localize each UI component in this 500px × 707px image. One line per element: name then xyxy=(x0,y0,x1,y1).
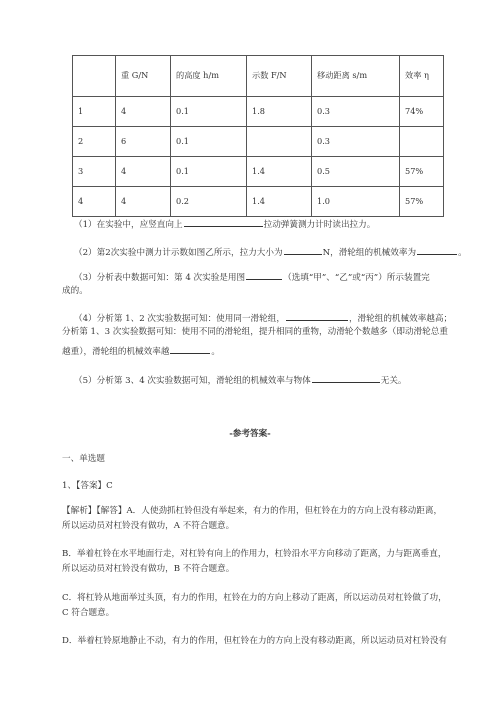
table-cell: 57% xyxy=(400,157,444,187)
table-cell: 3 xyxy=(73,157,116,187)
question-3-text-end: 成的。 xyxy=(62,286,88,296)
explanation-d-line-1: D．举着杠铃原地静止不动，有力的作用，但杠铃在力的方向上没有移动距离，所以运动员对杠铃没有 xyxy=(62,636,448,646)
question-4-text-mid: ，滑轮组的机械效率越高； xyxy=(348,314,453,324)
explanation-b-line-1: B．举着杠铃在水平地面行走，对杠铃有向上的作用力，杠铃沿水平方向移动了距离，力与距离垂直， xyxy=(62,549,447,559)
explanation-a-line-2: 所以运动员对杠铃没有做功，A 不符合题意。 xyxy=(62,521,235,531)
answer-blank[interactable] xyxy=(286,311,348,321)
question-1-text-end: 拉动弹簧测力计时读出拉力。 xyxy=(263,220,376,230)
table-cell: 1.8 xyxy=(247,97,312,127)
table-cell: 0.5 xyxy=(312,157,400,187)
table-cell: 0.2 xyxy=(171,187,247,217)
answer-blank[interactable] xyxy=(284,245,322,255)
question-2-text-end: 。 xyxy=(458,248,467,258)
table-cell: 0.1 xyxy=(171,97,247,127)
question-5-text-end: 无关。 xyxy=(380,376,407,386)
table-row xyxy=(73,157,444,187)
table-cell xyxy=(400,127,444,157)
table-cell xyxy=(247,127,312,157)
answer-item-1: 1、【答案】C xyxy=(62,481,113,491)
question-4-text-end: 。 xyxy=(211,347,221,357)
table-cell: 0.1 xyxy=(171,127,247,157)
question-4-text-line-3: 越重），滑轮组的机械效率越 xyxy=(62,347,170,357)
header-cell: 重 G/N xyxy=(116,56,171,97)
table-cell: 1.4 xyxy=(247,157,312,187)
question-2 xyxy=(74,245,476,258)
explanation-a-line-1: 【解析】【解答】A．人使劲抓杠铃但没有举起来，有力的作用，但杠铃在力的方向上没有移动距离， xyxy=(62,506,443,516)
answer-blank[interactable] xyxy=(417,245,457,255)
question-2-text-mid: N，滑轮组的机械效率为 xyxy=(322,248,417,258)
table-cell: 6 xyxy=(116,127,171,157)
explanation-c-line-1: C．将杠铃从地面举过头顶，有力的作用，杠铃在力的方向上移动了距离，所以运动员对杠铃做了功， xyxy=(62,593,447,603)
question-3-continued xyxy=(62,286,476,296)
answer-blank[interactable] xyxy=(312,373,380,383)
section-heading: 一、单选题 xyxy=(62,454,105,464)
question-4 xyxy=(74,311,476,324)
table-cell: 74% xyxy=(400,97,444,127)
question-1 xyxy=(74,217,476,230)
question-5-text: （5）分析第 3、4 次实验数据可知，滑轮组的机械效率与物体 xyxy=(74,376,311,386)
explanation-c-line-2: C 符合题意。 xyxy=(62,608,115,618)
table-cell: 4 xyxy=(116,187,171,217)
table-cell: 1 xyxy=(73,97,116,127)
explanation-b-line-2: 所以运动员对杠铃没有做功，B 不符合题意。 xyxy=(62,564,235,574)
answer-blank[interactable] xyxy=(246,270,282,280)
question-4-text: （4）分析第 1、2 次实验数据可知：使用同一滑轮组， xyxy=(74,314,285,324)
header-cell: 效率 η xyxy=(400,56,444,97)
table-cell: 57% xyxy=(400,187,444,217)
question-3 xyxy=(74,270,476,283)
question-4-line-3 xyxy=(62,344,476,357)
question-3-text-mid: （选填“甲”、“乙”或“丙”）所示装置完 xyxy=(283,273,430,283)
table-cell: 4 xyxy=(116,157,171,187)
answer-blank[interactable] xyxy=(170,344,210,354)
table-cell: 1.0 xyxy=(312,187,400,217)
question-1-text: （1）在实验中，应竖直向上 xyxy=(74,220,183,230)
header-cell: 的高度 h/m xyxy=(171,56,247,97)
table-row xyxy=(73,127,444,157)
table-cell: 4 xyxy=(116,97,171,127)
reference-answer-title: -参考答案- xyxy=(229,429,271,439)
table-row xyxy=(73,97,444,127)
table-row xyxy=(73,187,444,217)
question-3-text: （3）分析表中数据可知：第 4 次实验是用图 xyxy=(74,273,246,283)
table-cell: 1.4 xyxy=(247,187,312,217)
answer-blank[interactable] xyxy=(184,217,263,227)
table-cell: 0.3 xyxy=(312,127,400,157)
table-cell: 0.3 xyxy=(312,97,400,127)
header-cell: 移动距离 s/m xyxy=(312,56,400,97)
experiment-data-table xyxy=(72,55,444,217)
table-cell: 0.1 xyxy=(171,157,247,187)
table-cell: 2 xyxy=(73,127,116,157)
header-cell xyxy=(73,56,116,97)
question-4-text-line-2: 分析第 1、3 次实验数据可知：使用不同的滑轮组，提升相同的重物，动滑轮个数越多（即动滑轮总重 xyxy=(62,327,448,337)
question-4-line-2 xyxy=(62,327,476,337)
question-5 xyxy=(74,373,476,386)
question-2-text: （2）第2次实验中测力计示数如图乙所示，拉力大小为 xyxy=(74,248,283,258)
table-cell: 4 xyxy=(73,187,116,217)
table-header-row xyxy=(73,56,444,97)
header-cell: 示数 F/N xyxy=(247,56,312,97)
